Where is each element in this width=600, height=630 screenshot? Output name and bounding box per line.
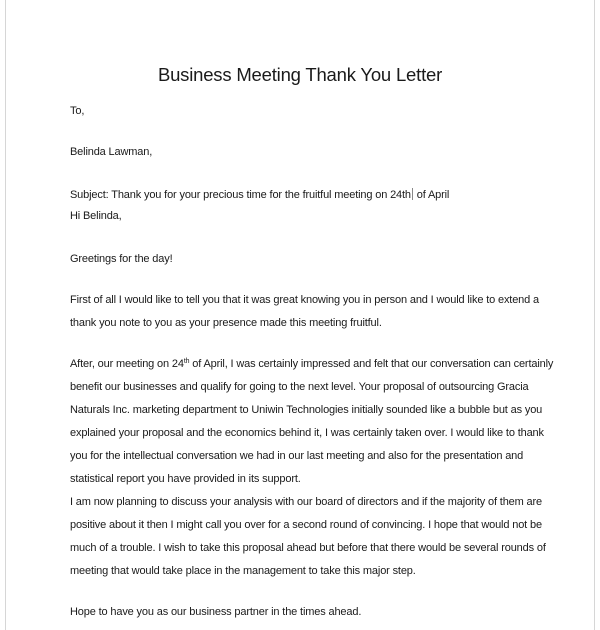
paragraph-line: Naturals Inc. marketing department to Uniwin Technologies initially sounded like a bubble but as you (70, 404, 543, 416)
recipient-name: Belinda Lawman, (70, 146, 153, 158)
superscript: th (183, 358, 190, 365)
salutation: Hi Belinda, (70, 210, 122, 222)
paragraph-3 (70, 491, 550, 583)
paragraph-line: you for the intellectual conversation we had in our last meeting and also for the presentation and (70, 450, 524, 462)
paragraph-line: benefit our businesses and qualify for going to the next level. Your proposal of outsourcing Gracia (70, 381, 529, 393)
paragraph-text: After, our meeting on 24 (70, 358, 184, 370)
paragraph-line: I am now planning to discuss your analysis with our board of directors and if the majority of them are (70, 496, 542, 508)
paragraph-line: First of all I would like to tell you that it was great knowing you in person and I would like to extend a (70, 294, 539, 306)
paragraph-2 (70, 353, 554, 491)
page-right-border (594, 0, 595, 630)
closing-line: Hope to have you as our business partner in the times ahead. (70, 606, 362, 618)
subject-text: Subject: Thank you for your precious time for the fruitful meeting on 24th (70, 189, 411, 201)
paragraph-text: of April, I was certainly impressed and felt that our conversation can certainly (189, 358, 554, 370)
paragraph-line (70, 353, 554, 376)
paragraph-line: positive about it then I might call you over for a second round of convincing. I hope that would not be (70, 519, 542, 531)
letter-title: Business Meeting Thank You Letter (157, 64, 443, 85)
paragraph-line: meeting that would take place in the management to take this major step. (70, 565, 416, 577)
paragraph-line: thank you note to you as your presence made this meeting fruitful. (70, 317, 382, 329)
subject-text-end: of April (413, 189, 450, 201)
text-cursor (412, 188, 413, 200)
to-line: To, (70, 105, 85, 117)
paragraph-line: explained your proposal and the economics behind it, I was certainly taken over. I would like to thank (70, 427, 544, 439)
paragraph-line: much of a trouble. I wish to take this proposal ahead but before that there would be several rounds of (70, 542, 546, 554)
paragraph-1 (70, 289, 550, 335)
paragraph-line: statistical report you have provided in its support. (70, 473, 301, 485)
subject-line (70, 188, 550, 201)
greeting: Greetings for the day! (70, 253, 173, 265)
page-left-border (5, 0, 6, 630)
